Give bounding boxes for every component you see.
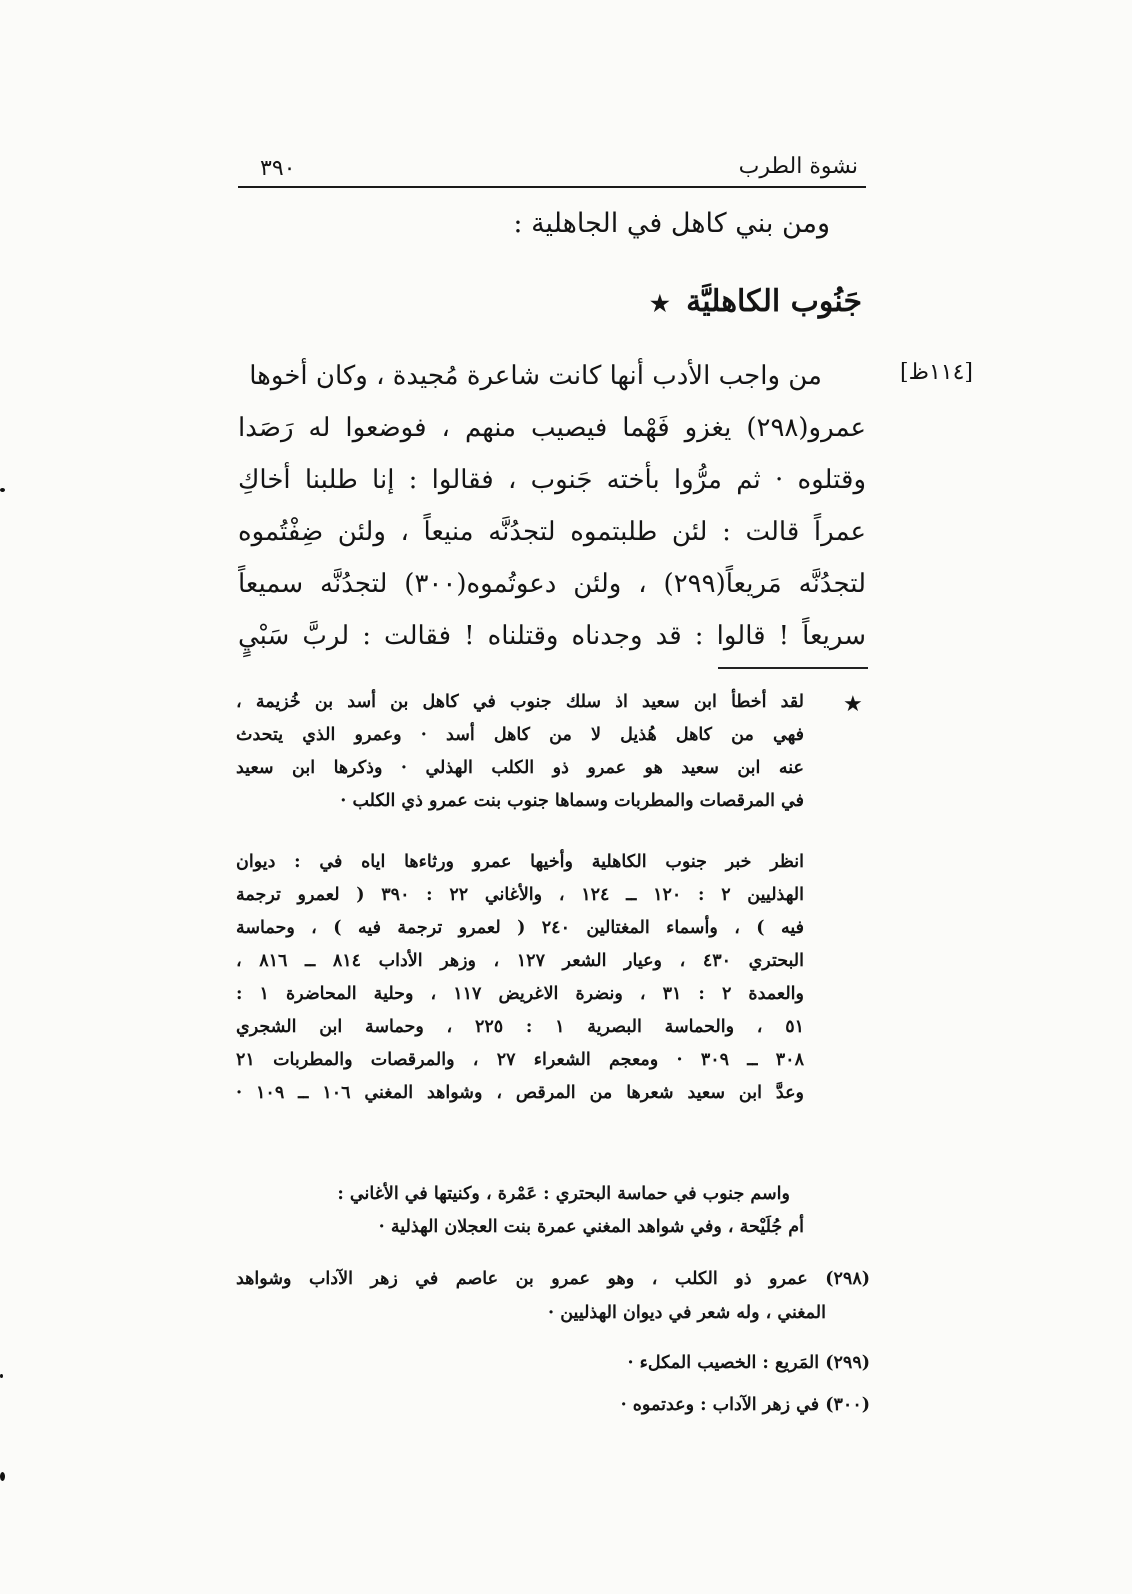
body-line: لتجدُنَّه مَريعاً(٢٩٩) ، ولئن دعوتُموه(٣٠٠) لتجدُنَّه سميعاً bbox=[238, 569, 866, 599]
entry-title bbox=[650, 284, 862, 319]
footnote-rule bbox=[718, 667, 868, 669]
footnote-line: لقد أخطأ ابن سعيد اذ سلك جنوب في كاهل بن أسد بن خُزيمة ، bbox=[236, 692, 804, 712]
footnote-line: (٢٩٩) المَريع : الخصيب المكلء · bbox=[627, 1353, 870, 1373]
footnote-line: ٣٠٨ ــ ٣٠٩ · ومعجم الشعراء ٢٧ ، والمرقصات والمطربات ٢١ bbox=[236, 1050, 804, 1070]
footnote-line: انظر خبر جنوب الكاهلية وأخيها عمرو ورثاءها اياه في : ديوان bbox=[236, 852, 804, 872]
footnote-line: فهي من كاهل هُذيل لا من كاهل أسد · وعمرو الذي يتحدث bbox=[236, 725, 804, 745]
header-rule bbox=[238, 186, 866, 188]
footnote-line: عنه ابن سعيد هو عمرو ذو الكلب الهذلي · وذكرها ابن سعيد bbox=[236, 758, 804, 778]
footnote-line: المغني ، وله شعر في ديوان الهذليين · bbox=[548, 1303, 826, 1323]
body-line: عمراً قالت : لئن طلبتموه لتجدُنَّه منيعاً ، ولئن ضِفْتُموه bbox=[238, 517, 866, 547]
footnote-line: ٥١ ، والحماسة البصرية ١ : ٢٢٥ ، وحماسة ابن الشجري bbox=[236, 1017, 804, 1037]
page-number: ٣٩٠ bbox=[260, 156, 296, 181]
footnote-line: وعدَّ ابن سعيد شعرها من المرقص ، وشواهد المغني ١٠٦ ــ ١٠٩ · bbox=[236, 1083, 804, 1103]
footnote-299 bbox=[236, 1346, 870, 1380]
entry-title-text: جَنُوب الكاهليَّة bbox=[686, 284, 862, 319]
footnote-line: أم جُلَيْحة ، وفي شواهد المغني عمرة بنت العجلان الهذلية · bbox=[378, 1217, 804, 1237]
footnote-298 bbox=[236, 1262, 870, 1330]
footnote-line: في المرقصات والمطربات وسماها جنوب بنت عمرو ذي الكلب · bbox=[340, 791, 804, 811]
body-line: سريعاً ! قالوا : قد وجدناه وقتلناه ! فقالت : لربَّ سَبْيٍ bbox=[238, 621, 866, 651]
footnote-line: واسم جنوب في حماسة البحتري : عَمْرة ، وكنيتها في الأغاني : bbox=[337, 1184, 790, 1204]
footnote-300 bbox=[236, 1388, 870, 1422]
running-title: نشوة الطرب bbox=[738, 154, 858, 179]
footnote-star-text bbox=[236, 686, 804, 818]
scan-speck bbox=[0, 1472, 5, 1481]
footnote-line: والعمدة ٢ : ٣١ ، ونضرة الاغريض ١١٧ ، وحلية المحاضرة ١ : bbox=[236, 984, 804, 1004]
manuscript-folio-ref: [١١٤ظ] bbox=[900, 360, 973, 385]
footnote-line: (٣٠٠) في زهر الآداب : وعدتموه · bbox=[620, 1395, 870, 1415]
footnote-line: فيه ) ، وأسماء المغتالين ٢٤٠ ( لعمرو ترجمة فيه ) ، وحماسة bbox=[236, 918, 804, 938]
scan-speck bbox=[0, 488, 5, 492]
footnote-star-names bbox=[236, 1178, 804, 1244]
footnote-star-sources bbox=[236, 846, 804, 1110]
footnote-line: (٢٩٨) عمرو ذو الكلب ، وهو عمرو بن عاصم في زهر الآداب وشواهد bbox=[236, 1269, 870, 1289]
section-subheading: ومن بني كاهل في الجاهلية : bbox=[513, 208, 830, 239]
body-paragraph bbox=[238, 350, 866, 662]
body-line: وقتلوه · ثم مرُّوا بأخته جَنوب ، فقالوا : إنا طلبنا أخاكِ bbox=[238, 465, 866, 495]
scan-speck bbox=[0, 1374, 3, 1378]
body-line: من واجب الأدب أنها كانت شاعرة مُجيدة ، وكان أخوها bbox=[249, 361, 822, 391]
body-line: عمرو(٢٩٨) يغزو فَهْما فيصيب منهم ، فوضعوا له رَصَدا bbox=[238, 413, 866, 443]
running-header bbox=[238, 152, 866, 182]
footnote-line: البحتري ٤٣٠ ، وعيار الشعر ١٢٧ ، وزهر الأداب ٨١٤ ــ ٨١٦ ، bbox=[236, 951, 804, 971]
star-marker-icon: ★ bbox=[649, 291, 670, 317]
footnote-star-icon: ★ bbox=[843, 692, 863, 717]
footnote-line: الهذليين ٢ : ١٢٠ ــ ١٢٤ ، والأغاني ٢٢ : ٣٩٠ ( لعمرو ترجمة bbox=[236, 885, 804, 905]
